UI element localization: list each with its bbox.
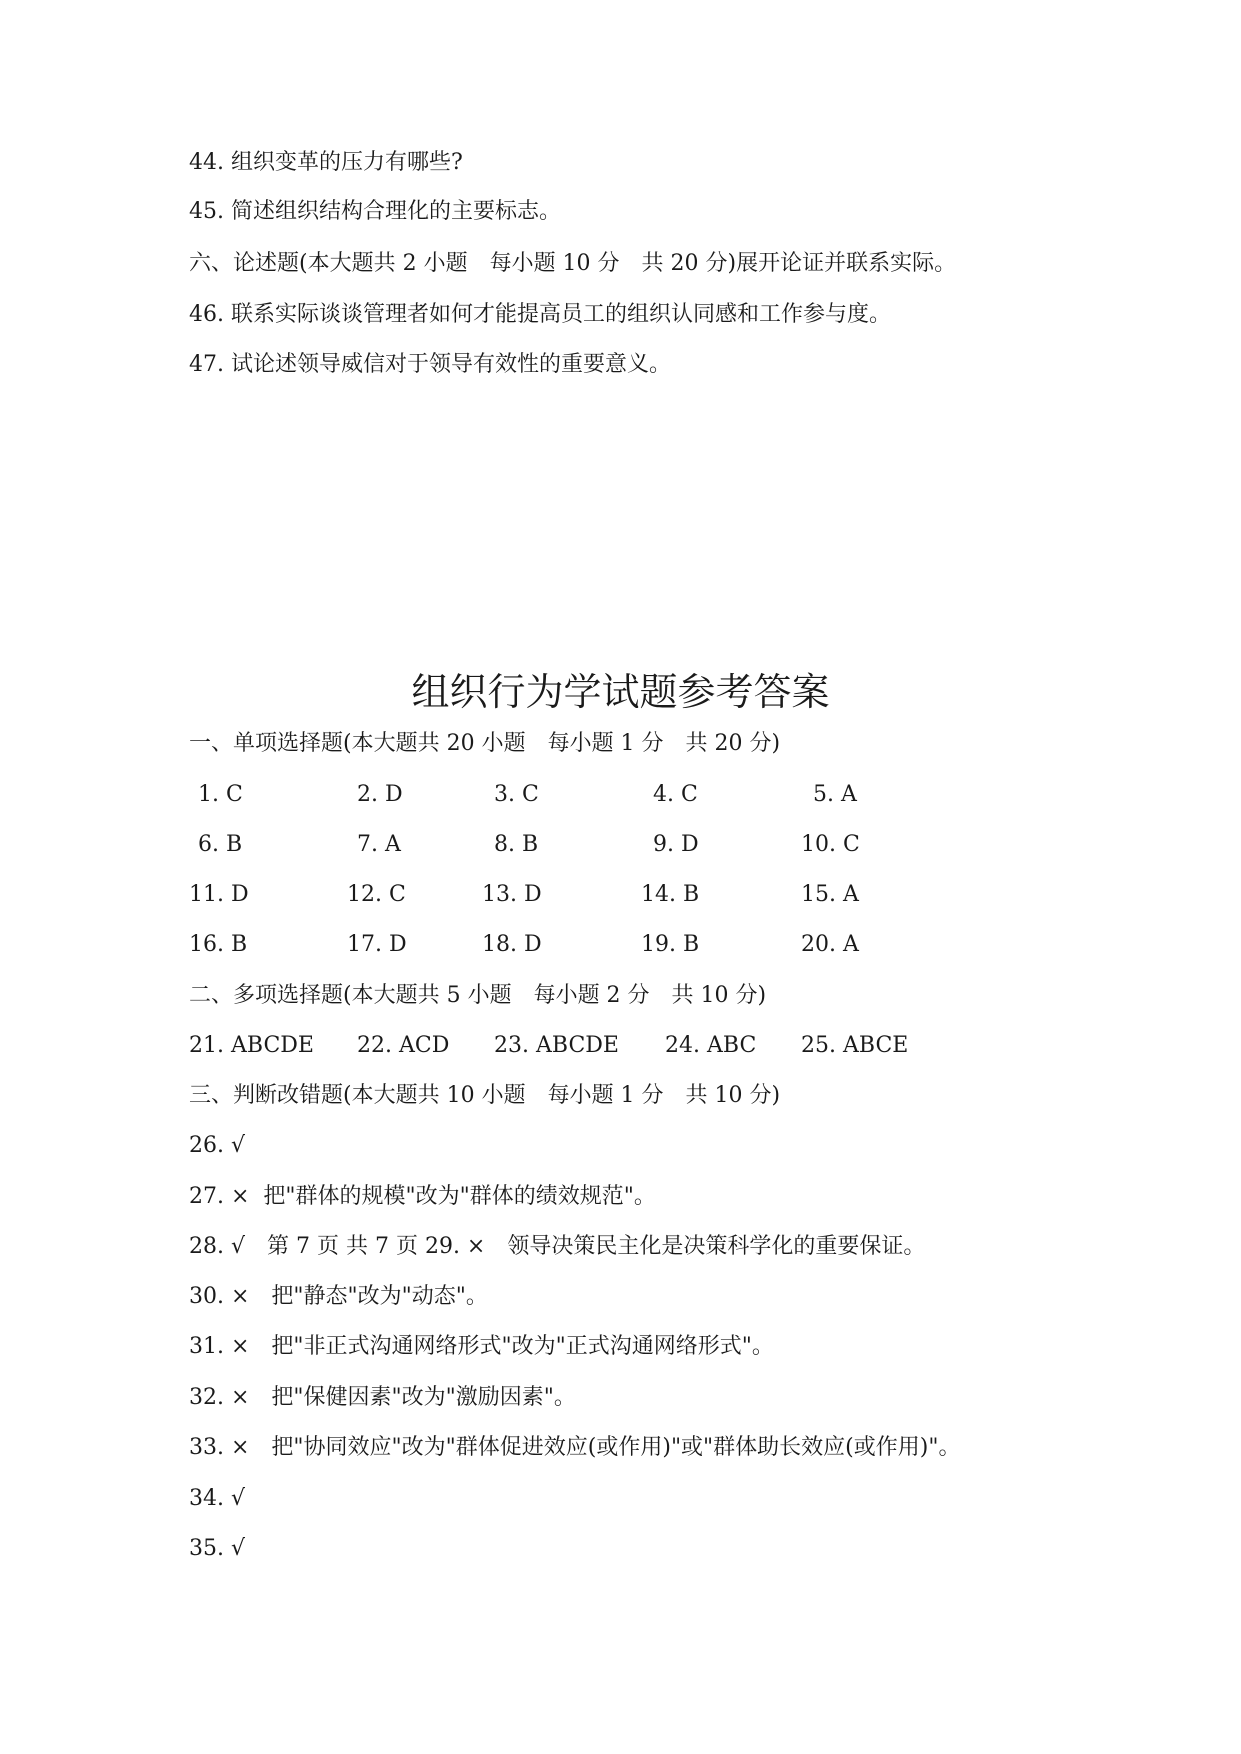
answer-31: 31. × 把"非正式沟通网络形式"改为"正式沟通网络形式"。	[189, 1334, 774, 1359]
question-47: 47. 试论述领导威信对于领导有效性的重要意义。	[189, 352, 671, 377]
answer-cell: 9. D	[653, 832, 699, 857]
answer-cell: 21. ABCDE	[189, 1033, 314, 1058]
answer-cell: 24. ABC	[665, 1033, 757, 1058]
answer-row	[0, 930, 1241, 960]
answer-row	[0, 830, 1241, 860]
section3-heading: 三、判断改错题(本大题共 10 小题 每小题 1 分 共 10 分)	[189, 1083, 781, 1108]
answer-cell: 16. B	[189, 932, 248, 957]
answer-cell: 2. D	[357, 782, 403, 807]
answer-cell: 23. ABCDE	[494, 1033, 619, 1058]
answer-cell: 6. B	[198, 832, 243, 857]
answer-cell: 14. B	[641, 882, 700, 907]
answer-cell: 25. ABCE	[801, 1033, 909, 1058]
section6-heading: 六、论述题(本大题共 2 小题 每小题 10 分 共 20 分)展开论证并联系实际。	[189, 251, 957, 276]
answer-28-29: 28. √ 第 7 页 共 7 页 29. × 领导决策民主化是决策科学化的重要保证。	[189, 1234, 926, 1259]
answer-key-title: 组织行为学试题参考答案	[411, 670, 830, 714]
answer-row	[0, 1031, 1241, 1061]
answer-cell: 7. A	[357, 832, 401, 857]
answer-27: 27. × 把"群体的规模"改为"群体的绩效规范"。	[189, 1184, 656, 1209]
question-45: 45. 简述组织结构合理化的主要标志。	[189, 199, 561, 224]
answer-cell: 10. C	[801, 832, 860, 857]
answer-cell: 19. B	[641, 932, 700, 957]
answer-34: 34. √	[189, 1486, 245, 1511]
answer-cell: 12. C	[347, 882, 406, 907]
answer-33: 33. × 把"协同效应"改为"群体促进效应(或作用)"或"群体助长效应(或作用)"。	[189, 1435, 961, 1460]
question-46: 46. 联系实际谈谈管理者如何才能提高员工的组织认同感和工作参与度。	[189, 302, 891, 327]
answer-26: 26. √	[189, 1133, 245, 1158]
answer-35: 35. √	[189, 1536, 245, 1561]
answer-cell: 15. A	[801, 882, 859, 907]
section1-heading: 一、单项选择题(本大题共 20 小题 每小题 1 分 共 20 分)	[189, 731, 781, 756]
answer-cell: 3. C	[494, 782, 539, 807]
answer-cell: 8. B	[494, 832, 539, 857]
answer-32: 32. × 把"保健因素"改为"激励因素"。	[189, 1385, 576, 1410]
section2-heading: 二、多项选择题(本大题共 5 小题 每小题 2 分 共 10 分)	[189, 983, 767, 1008]
answer-cell: 4. C	[653, 782, 698, 807]
answer-cell: 5. A	[813, 782, 857, 807]
answer-cell: 18. D	[482, 932, 542, 957]
answer-30: 30. × 把"静态"改为"动态"。	[189, 1284, 488, 1309]
answer-cell: 1. C	[198, 782, 243, 807]
answer-row	[0, 780, 1241, 810]
answer-cell: 20. A	[801, 932, 859, 957]
answer-row	[0, 880, 1241, 910]
answer-cell: 17. D	[347, 932, 407, 957]
answer-cell: 22. ACD	[357, 1033, 450, 1058]
question-44: 44. 组织变革的压力有哪些?	[189, 150, 463, 175]
answer-cell: 11. D	[189, 882, 249, 907]
answer-cell: 13. D	[482, 882, 542, 907]
